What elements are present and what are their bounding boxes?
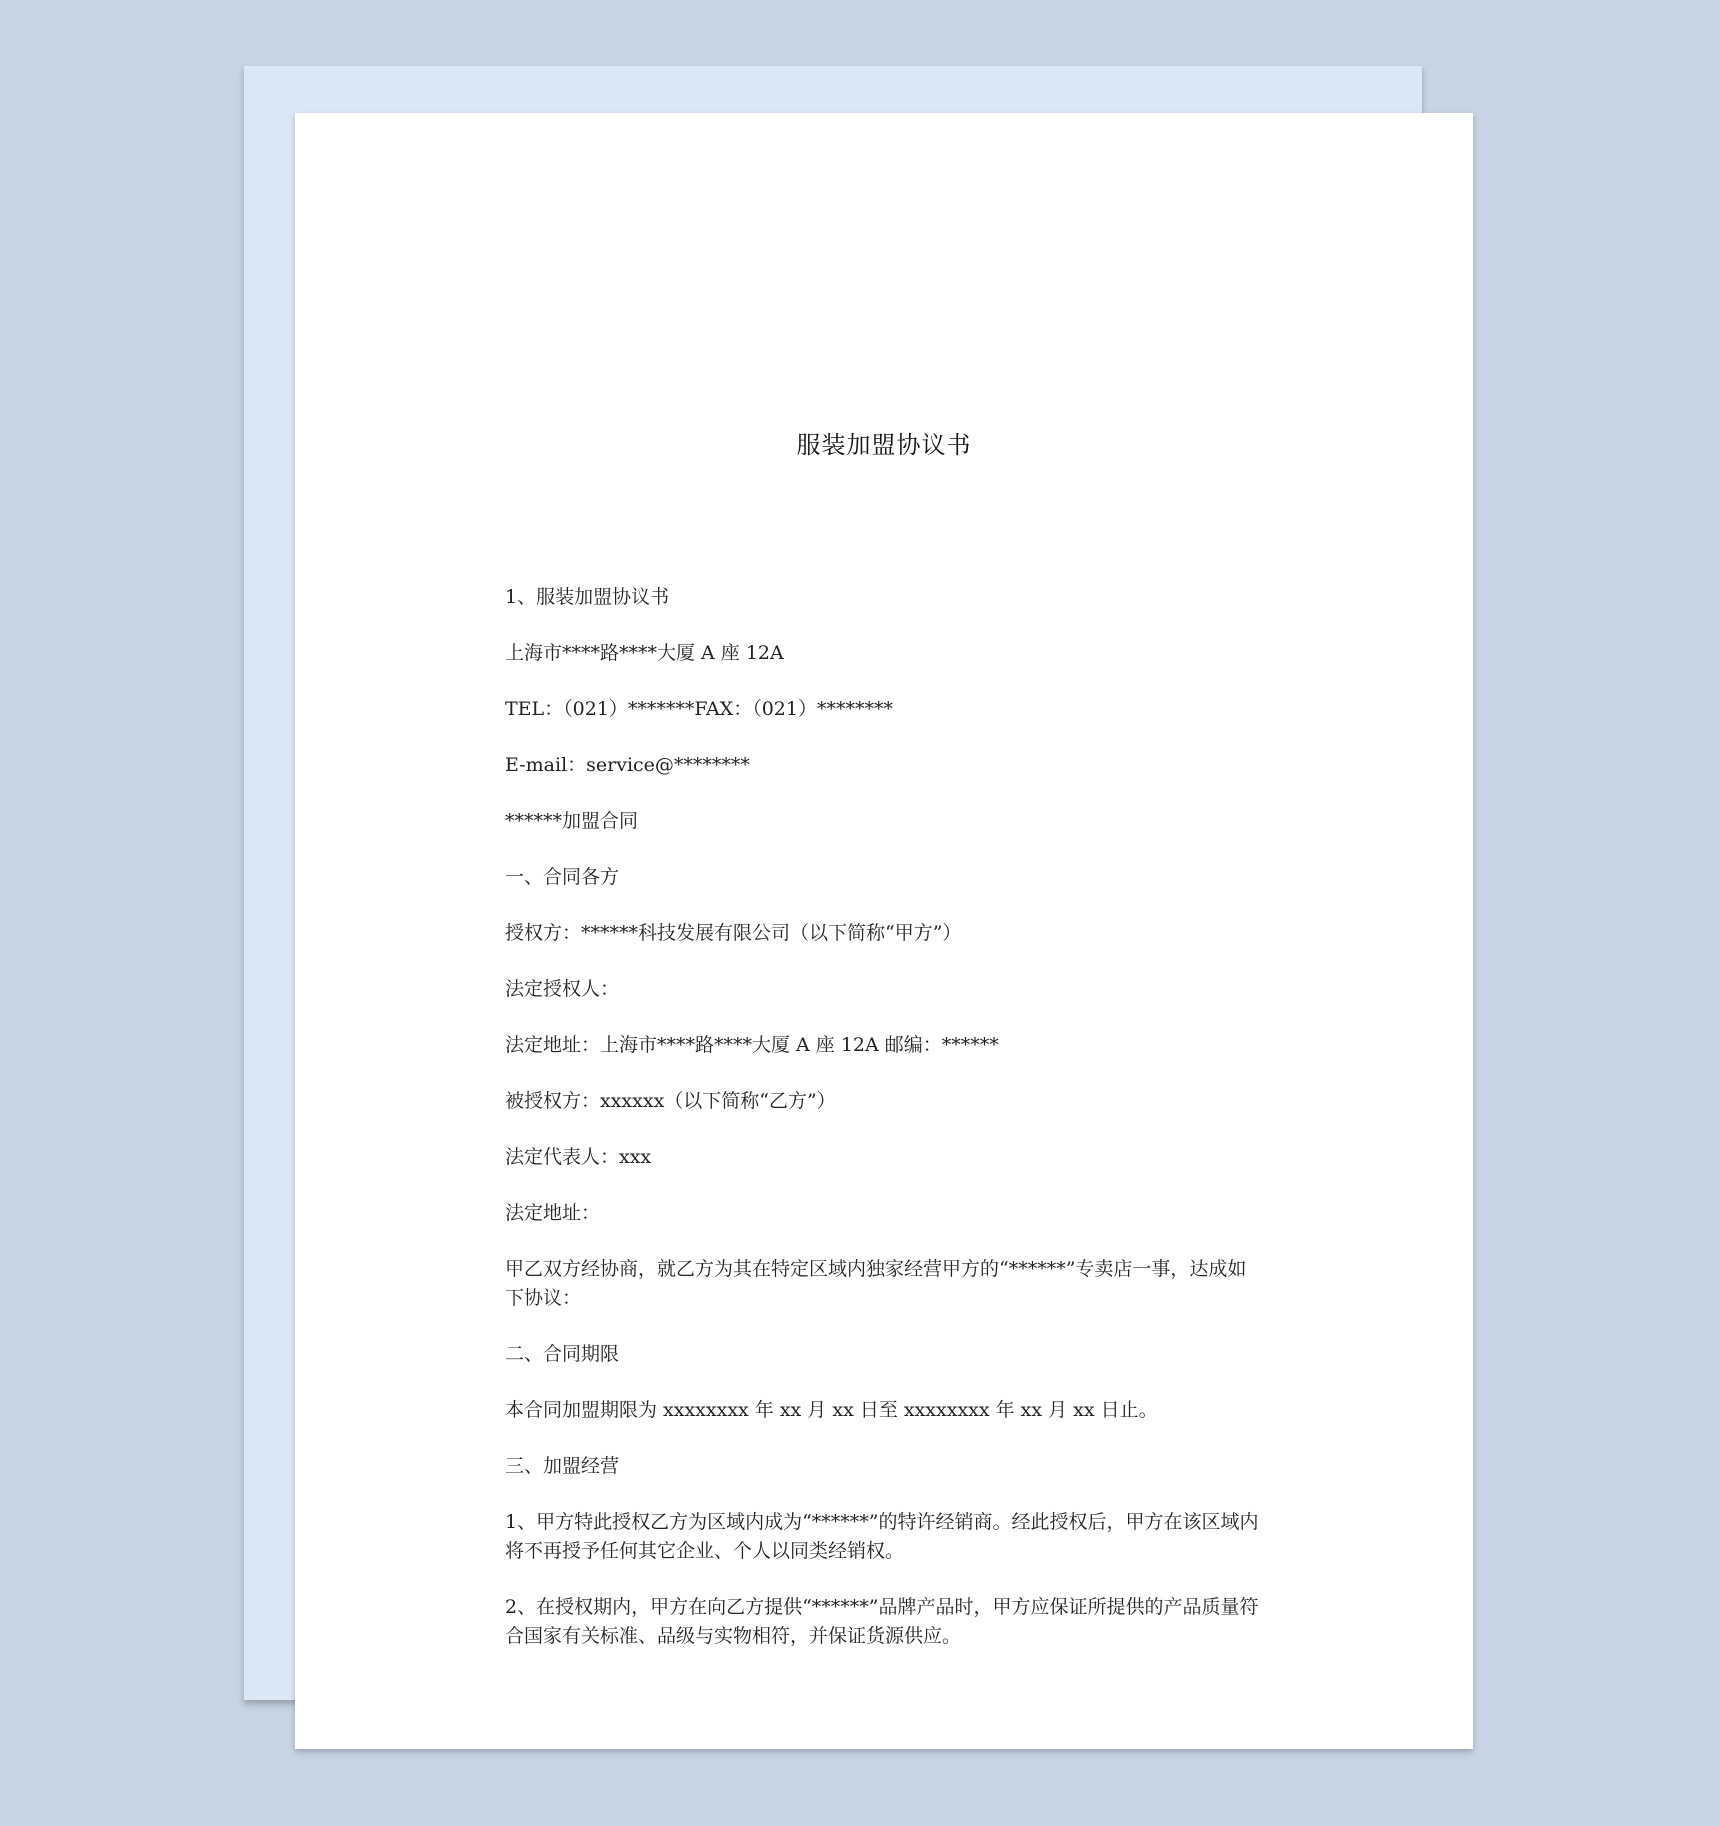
paragraph-contract-name: ******加盟合同	[505, 810, 639, 832]
paragraph-licensor: 授权方：******科技发展有限公司（以下简称“甲方”）	[505, 922, 962, 944]
paragraph-email: E-mail：service@********	[505, 754, 750, 776]
paragraph-heading-1: 1、服装加盟协议书	[505, 586, 670, 608]
section-heading-term: 二、合同期限	[505, 1343, 620, 1365]
paragraph-licensee-representative: 法定代表人：xxx	[505, 1146, 652, 1168]
section-heading-operation: 三、加盟经营	[505, 1455, 620, 1477]
paragraph-clause-2: 2、在授权期内，甲方在向乙方提供“******”品牌产品时，甲方应保证所提供的产品质量符合国家有关标准、品级与实物相符，并保证货源供应。	[505, 1596, 1259, 1647]
paragraph-licensee: 被授权方：xxxxxx（以下简称“乙方”）	[505, 1090, 836, 1112]
paragraph-clause-1: 1、甲方特此授权乙方为区域内成为“******”的特许经销商。经此授权后，甲方在该区域内将不再授予任何其它企业、个人以同类经销权。	[505, 1511, 1259, 1562]
document-page	[295, 113, 1473, 1749]
document-title: 服装加盟协议书	[796, 431, 972, 459]
paragraph-agreement-intro: 甲乙双方经协商，就乙方为其在特定区域内独家经营甲方的“******”专卖店一事，达成如下协议：	[505, 1258, 1247, 1309]
paragraph-term: 本合同加盟期限为 xxxxxxxx 年 xx 月 xx 日至 xxxxxxxx 年 xx 月 xx 日止。	[505, 1399, 1158, 1421]
paragraph-address: 上海市****路****大厦 A 座 12A	[505, 642, 784, 664]
paragraph-tel-fax: TEL：（021）*******FAX：（021）********	[505, 698, 893, 720]
paragraph-licensee-address: 法定地址：	[505, 1202, 601, 1224]
document-body	[505, 583, 1265, 1678]
paragraph-licensor-representative: 法定授权人：	[505, 978, 620, 1000]
section-heading-parties: 一、合同各方	[505, 866, 620, 888]
paragraph-licensor-address: 法定地址：上海市****路****大厦 A 座 12A 邮编：******	[505, 1034, 999, 1056]
